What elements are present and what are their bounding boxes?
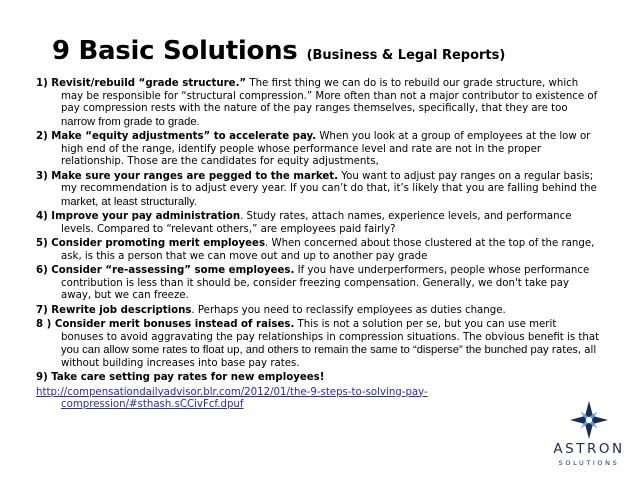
item-text-tail: market, at least structurally. [61, 195, 197, 208]
item-heading: 7) Rewrite job descriptions [36, 304, 192, 316]
title-main: 9 Basic Solutions [52, 36, 298, 66]
item-text: . When concerned about those clustered at the top of the range, ask, is this a person that we can move out and up to another pay grade [61, 238, 595, 262]
item-heading: 6) Consider “re-assessing” some employees. [36, 265, 295, 276]
item-text-tail: you can allow some rates to float up, and others to remain the same to “disperse” the bunched pay [61, 344, 549, 356]
item-heading: 9) Take care setting pay rates for new employees! [36, 372, 325, 383]
list-item [36, 131, 601, 169]
item-heading: 2) Make “equity adjustments” to accelerate pay. [36, 131, 317, 142]
item-heading: 5) Consider promoting merit employees [36, 238, 266, 249]
astron-logo [546, 398, 632, 474]
item-text: . Perhaps you need to reclassify employees as duties change. [191, 304, 506, 316]
list-item [36, 319, 601, 370]
astron-star-logo-icon [546, 398, 632, 442]
page-title [52, 36, 505, 66]
title-subtitle: (Business & Legal Reports) [306, 48, 506, 63]
logo-subtitle: SOLUTIONS [558, 459, 620, 467]
list-item [36, 238, 601, 263]
item-text: This is not a solution per se, but you can use merit bonuses to avoid aggravating the pay relationships in compression situations. The obvious benefit is that [61, 319, 600, 343]
item-text: The first thing we can do is to rebuild our grade structure, which may be responsible for “structural compression.” More often than not a major contributor to existence of pay compression rests with the nature of the pay ranges themselves, specifically, that they are too [61, 78, 598, 114]
list-item [36, 372, 601, 385]
item-text: When you look at a group of employees at the low or high end of the range, identify people whose performance level and rate are not in the proper relationship. Those are the candidates for equity adjustments, [61, 131, 591, 167]
list-item [36, 78, 601, 129]
item-text: If you have underperformers, people whose performance contribution is less than it should be, consider freezing compensation. Generally, we don't take pay away, but we can freeze. [61, 265, 590, 301]
list-item [36, 211, 601, 236]
item-text-after: rates, all without building increases into base pay rates. [61, 345, 597, 369]
item-text: You want to adjust pay ranges on a regular basis; my recommendation is to adjust every year. If you can’t do that, it’s likely that you are falling behind the [61, 170, 597, 194]
source-link[interactable]: http://compensationdailyadvisor.blr.com/2012/01/the-9-steps-to-solving-pay-compression/#sthash.sCCivFcf.dpuf [36, 386, 428, 410]
item-text: . Study rates, attach names, experience levels, and performance levels. Compared to “relevant others,” are employees paid fairly? [61, 211, 572, 235]
item-heading: 4) Improve your pay administration [36, 211, 241, 222]
list-item [36, 305, 601, 318]
item-heading: 1) Revisit/rebuild “grade structure.” [36, 78, 247, 89]
item-heading: 8 ) Consider merit bonuses instead of raises. [36, 319, 295, 330]
logo-wordmark: ASTRON [553, 441, 625, 457]
list-item [36, 171, 601, 210]
item-heading: 3) Make sure your ranges are pegged to the market. [36, 170, 339, 182]
list-item [36, 265, 601, 303]
solutions-list [36, 78, 601, 412]
item-text-tail: narrow from grade to grade. [61, 115, 200, 128]
